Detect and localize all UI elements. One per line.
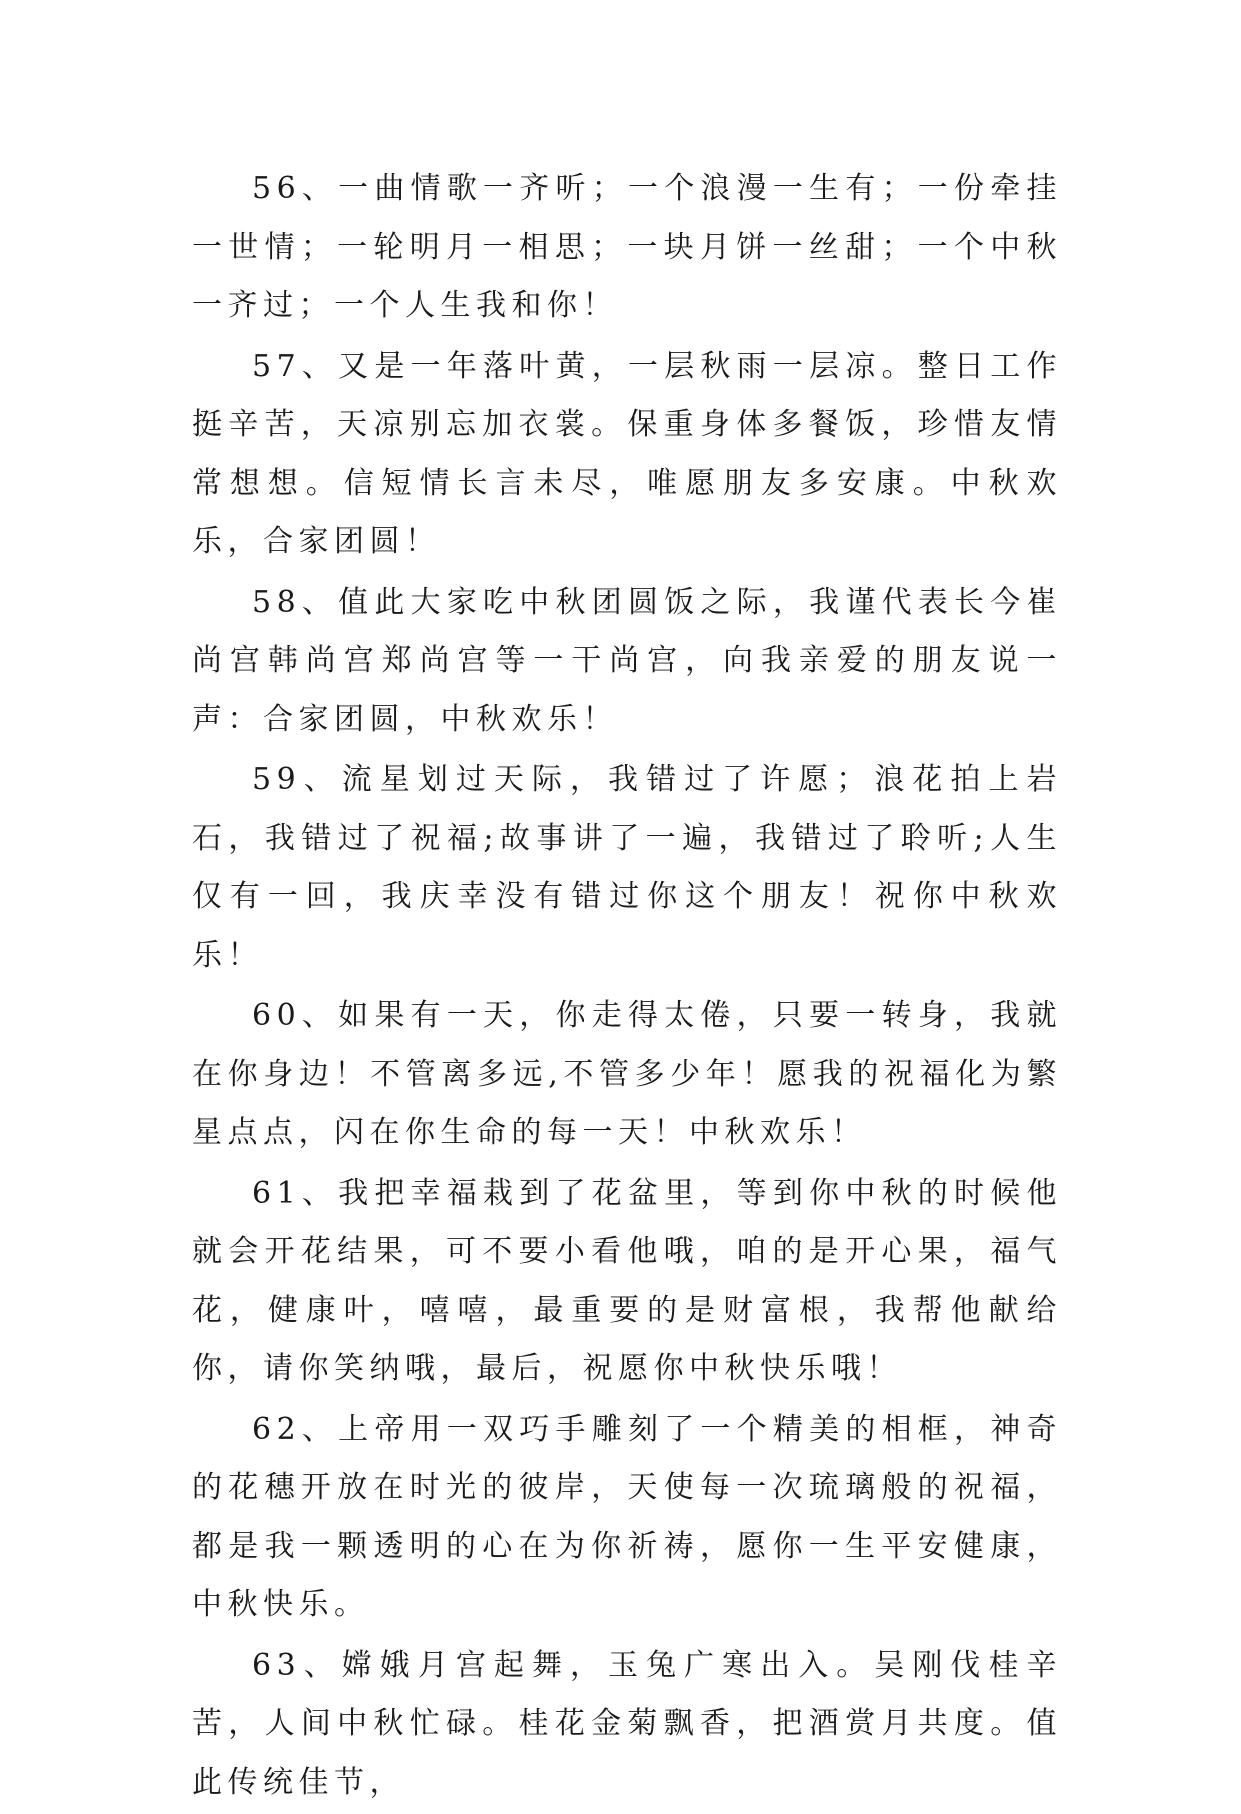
paragraph-62: 62、上帝用一双巧手雕刻了一个精美的相框，神奇的花穗开放在时光的彼岸，天使每一次琉璃般的祝福，都是我一颗透明的心在为你祈祷，愿你一生平安健康，中秋快乐。 [192, 1411, 1062, 1622]
paragraph-59: 59、流星划过天际，我错过了许愿；浪花拍上岩石，我错过了祝福;故事讲了一遍，我错过了聆听;人生仅有一回，我庆幸没有错过你这个朋友！祝你中秋欢乐！ [192, 762, 1062, 973]
document-body [192, 160, 1062, 1814]
paragraph-57: 57、又是一年落叶黄，一层秋雨一层凉。整日工作挺辛苦，天凉别忘加衣裳。保重身体多餐饭，珍惜友情常想想。信短情长言未尽，唯愿朋友多安康。中秋欢乐，合家团圆！ [192, 348, 1062, 559]
paragraph-58: 58、值此大家吃中秋团圆饭之际，我谨代表长今崔尚宫韩尚宫郑尚宫等一干尚宫，向我亲爱的朋友说一声：合家团圆，中秋欢乐！ [192, 584, 1062, 737]
paragraph-61: 61、我把幸福栽到了花盆里，等到你中秋的时候他就会开花结果，可不要小看他哦，咱的是开心果，福气花，健康叶，嘻嘻，最重要的是财富根，我帮他献给你，请你笑纳哦，最后，祝愿你中秋快乐哦！ [192, 1175, 1062, 1386]
paragraph-60: 60、如果有一天，你走得太倦，只要一转身，我就在你身边！不管离多远,不管多少年！愿我的祝福化为繁星点点，闪在你生命的每一天！中秋欢乐！ [192, 998, 1062, 1150]
paragraph-63: 63、嫦娥月宫起舞，玉兔广寒出入。吴刚伐桂辛苦，人间中秋忙碌。桂花金菊飘香，把酒赏月共度。值此传统佳节， [192, 1647, 1062, 1800]
paragraph-56: 56、一曲情歌一齐听；一个浪漫一生有；一份牵挂一世情；一轮明月一相思；一块月饼一丝甜；一个中秋一齐过；一个人生我和你！ [192, 171, 1062, 323]
